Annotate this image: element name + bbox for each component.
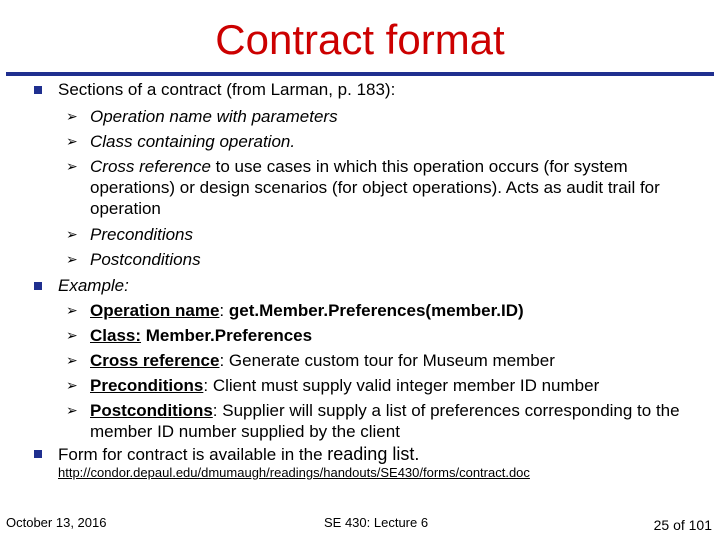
example-item-label: Preconditions [90, 376, 204, 395]
footer-course: SE 430: Lecture 6 [324, 515, 429, 530]
example-label: Example: [58, 276, 129, 295]
section-item-text: Cross reference to use cases in which this operation occurs (for system operations) or design scenarios (for object operations). Acts as audit trail for operation [90, 157, 660, 218]
section-item [90, 156, 702, 219]
form-text-emph: reading list. [327, 444, 420, 464]
title-divider [6, 72, 714, 76]
example-item-label: Class: [90, 326, 142, 345]
example-item [90, 400, 702, 442]
example-item-label: Postconditions [90, 401, 213, 420]
example-item-sep: : [203, 376, 213, 395]
example-item-text: get.Member.Preferences(member.ID) [228, 301, 524, 320]
example-item-label: Operation name [90, 301, 220, 320]
arrow-bullet-icon: ➢ [66, 133, 78, 149]
example-item-sep: : [219, 301, 229, 320]
section-item: Postconditions [90, 250, 201, 269]
example-item-sep: : [219, 351, 229, 370]
arrow-bullet-icon: ➢ [66, 251, 78, 267]
example-item-text: Generate custom tour for Museum member [228, 351, 555, 370]
contract-doc-link[interactable]: http://condor.depaul.edu/dmumaugh/readings/handouts/SE430/forms/contract.doc [58, 465, 530, 480]
example-item-text: Supplier will supply a list of preferences corresponding to the member ID number supplied by the client [90, 401, 680, 441]
example-item-label: Cross reference [90, 351, 220, 370]
arrow-bullet-icon: ➢ [66, 377, 78, 393]
example-item [90, 325, 702, 346]
arrow-bullet-icon: ➢ [66, 302, 78, 318]
footer-date: October 13, 2016 [6, 515, 107, 530]
example-item-text: Member.Preferences [145, 326, 313, 345]
arrow-bullet-icon: ➢ [66, 402, 78, 418]
section-item: Preconditions [90, 225, 194, 244]
example-item [90, 375, 702, 396]
section-item: Class containing operation. [90, 132, 296, 151]
bullet-square [34, 282, 42, 290]
arrow-bullet-icon: ➢ [66, 226, 78, 242]
example-item-sep: : [212, 401, 223, 420]
form-text-main: Form for contract is available in the [58, 445, 328, 464]
footer-page-number: 25 of 101 [653, 517, 712, 533]
bullet-square [34, 450, 42, 458]
form-text [58, 444, 419, 465]
arrow-bullet-icon: ➢ [66, 108, 78, 124]
example-item-text: Client must supply valid integer member ID number [212, 376, 600, 395]
sections-intro: Sections of a contract (from Larman, p. 183): [58, 80, 396, 99]
arrow-bullet-icon: ➢ [66, 352, 78, 368]
example-item [90, 300, 702, 321]
section-item: Operation name with parameters [90, 107, 338, 126]
slide-title: Contract format [215, 16, 505, 63]
arrow-bullet-icon: ➢ [66, 327, 78, 343]
arrow-bullet-icon: ➢ [66, 158, 78, 174]
example-item [90, 350, 702, 371]
bullet-square [34, 86, 42, 94]
